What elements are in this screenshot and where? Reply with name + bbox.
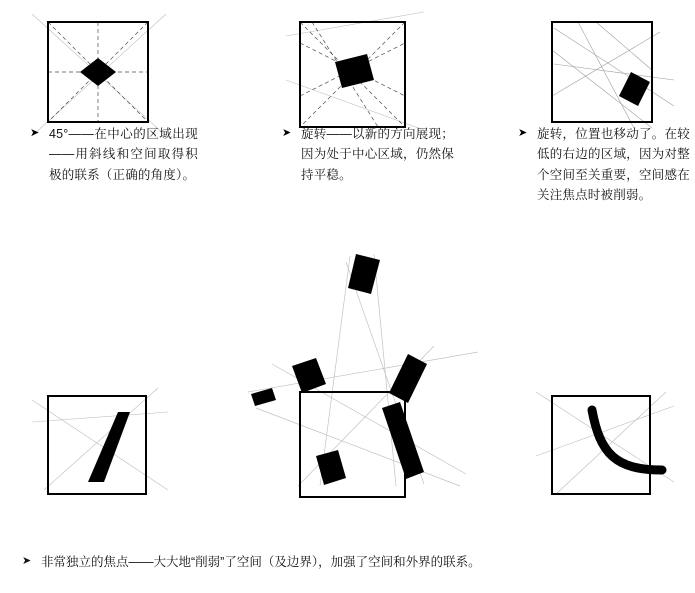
figure-scattered-bars bbox=[228, 236, 488, 502]
caption-2 bbox=[282, 124, 454, 185]
bullet-icon: ➤ bbox=[282, 127, 292, 139]
bullet-icon: ➤ bbox=[518, 127, 528, 139]
figure-rotated-center bbox=[282, 10, 427, 140]
caption-2-text: 旋转——以新的方向展现；因为处于中心区域，仍然保持平稳。 bbox=[301, 127, 454, 182]
caption-1-text: 45°——在中心的区域出现——用斜线和空间取得积极的联系（正确的角度）。 bbox=[49, 127, 198, 182]
figure-diagonal-bar bbox=[30, 382, 170, 502]
figure-45-degree-center bbox=[30, 10, 170, 140]
footer-caption-text: 非常独立的焦点——大大地“削弱”了空间（及边界），加强了空间和外界的联系。 bbox=[41, 555, 481, 569]
caption-3-text: 旋转，位置也移动了。在较低的右边的区域，因为对整个空间至关重要，空间感在关注焦点时被削弱。 bbox=[537, 127, 690, 202]
caption-3 bbox=[518, 124, 690, 205]
caption-1 bbox=[30, 124, 198, 185]
footer-caption bbox=[22, 552, 677, 572]
bullet-icon: ➤ bbox=[22, 555, 32, 567]
bullet-icon: ➤ bbox=[30, 127, 40, 139]
figure-curve bbox=[534, 382, 679, 502]
figure-rotated-offset bbox=[534, 10, 679, 140]
